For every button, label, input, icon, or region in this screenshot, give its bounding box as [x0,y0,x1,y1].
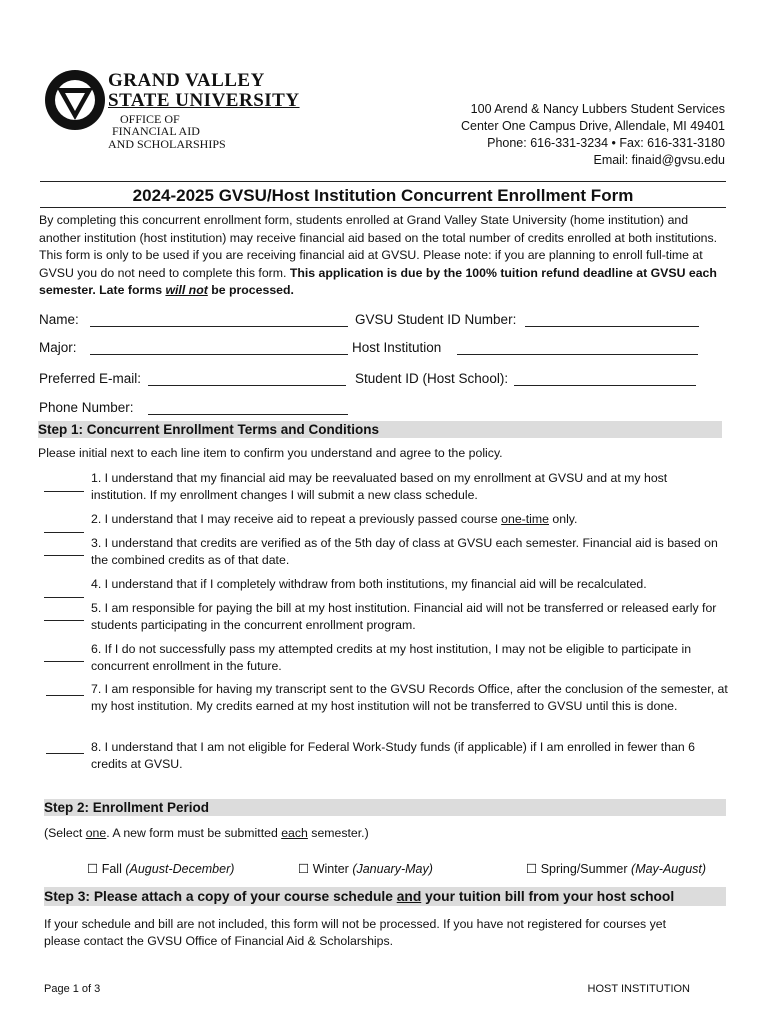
checkbox-icon[interactable]: ☐ [526,862,538,876]
contact-email: Email: finaid@gvsu.edu [593,153,725,167]
form-title: 2024-2025 GVSU/Host Institution Concurrent Enrollment Form [132,186,634,205]
initial-blank-1[interactable] [44,491,84,492]
initial-blank-8[interactable] [46,753,84,754]
title-rule-top [40,181,726,182]
term-item-7: 7. I am responsible for having my transcript sent to the GVSU Records Office, after the conclusion of the semester, at my host institution. My credits earned at my host institution will not be transferred to GVSU until this is done. [91,682,728,713]
term-item-4: 4. I understand that if I completely withdraw from both institutions, my financial aid will be recalculated. [91,577,647,591]
page-number: Page 1 of 3 [44,983,101,995]
host-institution-label: Host Institution [352,340,442,355]
major-field[interactable] [90,354,348,355]
initial-blank-4[interactable] [44,597,84,598]
initial-blank-7[interactable] [46,695,84,696]
step2-instruction: (Select one. A new form must be submitted each semester.) [44,826,369,840]
major-label: Major: [39,340,77,355]
contact-phone-fax: Phone: 616-331-3234 • Fax: 616-331-3180 [487,136,725,150]
step2-heading: Step 2: Enrollment Period [44,799,726,816]
logo-text-financial-aid: FINANCIAL AID [112,124,200,138]
term-item-6: 6. If I do not successfully pass my attempted credits at my host institution, I may not be eligible to participate in concurrent enrollment in the future. [91,642,692,673]
step1-heading: Step 1: Concurrent Enrollment Terms and Conditions [38,421,722,438]
contact-address-line2: Center One Campus Drive, Allendale, MI 49401 [460,119,725,133]
phone-field[interactable] [148,414,348,415]
host-institution-field[interactable] [457,354,698,355]
logo-text-office: OFFICE OF [120,112,180,126]
term-item-2: 2. I understand that I may receive aid to repeat a previously passed course one-time only. [91,512,578,526]
logo-text-scholarships: AND SCHOLARSHIPS [108,137,226,151]
winter-option[interactable]: ☐ Winter (January-May) [298,862,433,876]
spring-summer-option[interactable]: ☐ Spring/Summer (May-August) [526,862,707,876]
term-item-5: 5. I am responsible for paying the bill at my host institution. Financial aid will not be transferred or released early for students participating in the concurrent enrollment program. [91,601,717,632]
checkbox-icon[interactable]: ☐ [298,862,310,876]
checkbox-icon[interactable]: ☐ [87,862,99,876]
title-rule-bottom [40,207,726,208]
contact-address-line1: 100 Arend & Nancy Lubbers Student Services [470,102,725,116]
initial-blank-6[interactable] [44,661,84,662]
email-field[interactable] [148,385,346,386]
gvsu-logo-icon [44,68,106,132]
name-field[interactable] [90,326,348,327]
term-item-1: 1. I understand that my financial aid may be reevaluated based on my enrollment at GVSU and at my host institution. If my enrollment changes I will submit a new class schedule. [91,471,668,502]
intro-paragraph: By completing this concurrent enrollment form, students enrolled at Grand Valley State University (home institution) and another institution (host institution) may receive financial aid based on the total number of credits enrolled at both institutions. This form is only to be used if you are receiving financial aid at GVSU. Please note: if you are planning to enroll full-time at GVSU you do not need to complete this form. This application is due by the 100% tuition refund deadline at GVSU each semester. Late forms will not be processed. [39,213,718,297]
term-item-3: 3. I understand that credits are verified as of the 5th day of class at GVSU each semester. Financial aid is based on the combined credits as of that date. [91,536,718,567]
name-label: Name: [39,312,79,327]
phone-label: Phone Number: [39,400,134,415]
logo-text-grand-valley: GRAND VALLEY [108,70,265,91]
logo-text-state-university: STATE UNIVERSITY [108,90,300,111]
step1-instruction: Please initial next to each line item to confirm you understand and agree to the policy. [38,446,503,460]
step3-text: If your schedule and bill are not included, this form will not be processed. If you have not registered for courses yet please contact the GVSU Office of Financial Aid & Scholarships. [44,917,667,948]
student-id-label: GVSU Student ID Number: [355,312,517,327]
initial-blank-5[interactable] [44,620,84,621]
student-id-field[interactable] [525,326,699,327]
host-student-id-field[interactable] [514,385,696,386]
host-student-id-label: Student ID (Host School): [355,371,509,386]
fall-option[interactable]: ☐ Fall (August-December) [87,862,235,876]
step3-heading: Step 3: Please attach a copy of your course schedule and your tuition bill from your host school [44,887,726,906]
initial-blank-2[interactable] [44,532,84,533]
term-item-8: 8. I understand that I am not eligible for Federal Work-Study funds (if applicable) if I am enrolled in fewer than 6 credits at GVSU. [91,740,696,771]
initial-blank-3[interactable] [44,555,84,556]
email-label: Preferred E-mail: [39,371,142,386]
footer-label: HOST INSTITUTION [587,983,690,995]
